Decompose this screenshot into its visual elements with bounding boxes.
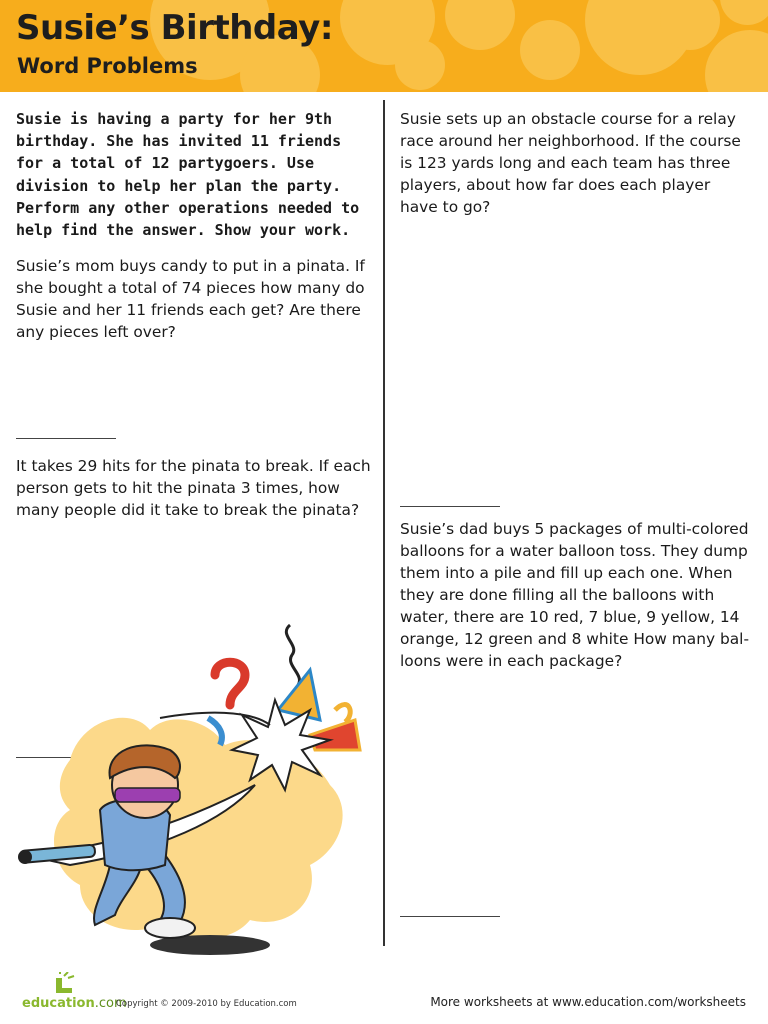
question-obstacle-course: Susie sets up an obstacle course for a relay race around her neighborhood. If the course is 123 yards long and each team has three players, about how far does each player have to go? [400, 110, 741, 216]
logo-main: education [22, 996, 95, 1011]
pinata-party-kid-illustration [10, 610, 380, 965]
question-balloons: Susie’s dad buys 5 packages of multi-colored balloons for a water balloon toss. They dump them into a pile and fill up each one. When they are done filling all the balloons with water, there are 10 red, 7 blue, 9 yellow, 14 orange, 12 green and 8 white How many bal-loons were in each package? [400, 520, 749, 670]
answer-line [400, 916, 500, 917]
blindfold [115, 788, 180, 802]
header-banner [0, 0, 768, 92]
column-divider [383, 100, 385, 946]
instructions-text: Susie is having a party for her 9th birthday. She has invited 11 friends for a total of 12 partygoers. Use division to help her plan the party. Perform any other operations needed to help find the answer. Show your work. [16, 110, 360, 240]
question-pinata-hits: It takes 29 hits for the pinata to break. If each person gets to hit the pinata 3 times, how many people did it take to break the pinata? [16, 457, 371, 519]
answer-line [400, 506, 500, 507]
page-subtitle: Word Problems [17, 54, 198, 78]
kid-shoe [145, 918, 195, 938]
question-candy: Susie’s mom buys candy to put in a pinata. If she bought a total of 74 pieces how many do Susie and her 11 friends each get? Are there any pieces left over? [16, 257, 365, 341]
candy-question-mark [215, 662, 245, 705]
more-worksheets-link[interactable]: More worksheets at www.education.com/worksheets [430, 995, 746, 1009]
answer-line [16, 438, 116, 439]
logo-suffix: .com [94, 996, 127, 1011]
page-title: Susie’s Birthday: [16, 8, 333, 48]
streamer [286, 625, 299, 685]
decorative-bubble [545, 50, 571, 76]
curly-ribbon [335, 705, 350, 722]
bat-knob [18, 850, 32, 864]
copyright-text: Copyright © 2009-2010 by Education.com [116, 999, 297, 1009]
decorative-bubble [720, 0, 768, 25]
education-logo[interactable] [22, 996, 127, 1011]
decorative-bubble [395, 40, 445, 90]
decorative-bubble [705, 30, 768, 92]
decorative-bubble [445, 0, 515, 50]
